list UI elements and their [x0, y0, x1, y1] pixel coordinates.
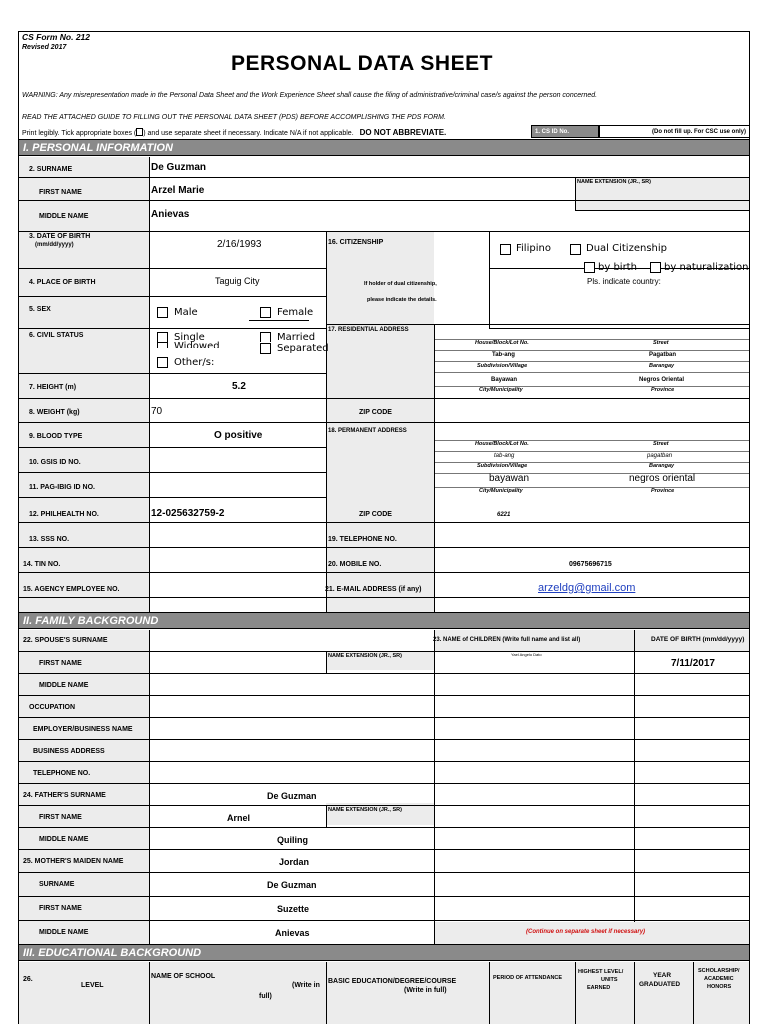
citizenship-label: 16. CITIZENSHIP: [328, 239, 384, 246]
education-number: 26.: [23, 976, 33, 983]
filipino-checkbox[interactable]: [500, 244, 511, 255]
widowed-label: Widowed: [174, 341, 220, 348]
education-level-label: LEVEL: [81, 982, 104, 989]
email-label: 21. E-MAIL ADDRESS (if any): [325, 586, 422, 593]
others-checkbox[interactable]: [157, 357, 168, 368]
height-value[interactable]: 5.2: [232, 381, 246, 392]
philhealth-value[interactable]: 12-025632759-2: [151, 508, 225, 519]
res-city-label: City/Municipality: [479, 387, 523, 393]
male-checkbox[interactable]: [157, 307, 168, 318]
warning-text: WARNING: Any misrepresentation made in the Personal Data Sheet and the Work Experience Sheet shall cause the filing of administrative/criminal case/s against the person concerned.: [22, 92, 598, 99]
blood-type-value[interactable]: O positive: [214, 430, 263, 441]
school-write-in-label: (Write in: [292, 982, 320, 989]
name-extension-label: NAME EXTENSION (JR., SR): [577, 179, 651, 185]
res-house-value[interactable]: Tab-ang: [492, 352, 515, 358]
course-write-in-full: (Write in full): [404, 987, 447, 994]
mobile-label: 20. MOBILE NO.: [328, 561, 382, 568]
dual-citizenship-checkbox[interactable]: [570, 244, 581, 255]
weight-value[interactable]: 70: [151, 406, 163, 417]
mother-middle-name-label: MIDDLE NAME: [39, 929, 89, 936]
dob-label: 3. DATE OF BIRTH: [29, 233, 91, 240]
occupation-label: OCCUPATION: [29, 704, 76, 711]
agency-employee-label: 15. AGENCY EMPLOYEE NO.: [23, 586, 120, 593]
surname-label: 2. SURNAME: [29, 166, 73, 173]
female-checkbox[interactable]: [260, 307, 271, 318]
perm-province-label: Province: [651, 488, 675, 494]
philhealth-label: 12. PHILHEALTH NO.: [29, 511, 99, 518]
widowed-checkbox[interactable]: [157, 342, 168, 348]
height-label: 7. HEIGHT (m): [29, 384, 77, 391]
child-dob-value[interactable]: 7/11/2017: [671, 658, 715, 669]
surname-value[interactable]: De Guzman: [151, 162, 207, 173]
father-surname-label: 24. FATHER'S SURNAME: [23, 792, 106, 799]
father-middle-name-label: MIDDLE NAME: [39, 836, 89, 843]
blood-type-label: 9. BLOOD TYPE: [29, 433, 83, 440]
children-label: 23. NAME of CHILDREN (Write full name and list all): [433, 637, 581, 643]
perm-street-label: Street: [653, 441, 669, 447]
res-city-value[interactable]: Bayawan: [491, 377, 518, 383]
mother-first-name-value[interactable]: Suzette: [277, 904, 310, 914]
perm-subd-label: Subdivision/Village: [477, 463, 528, 469]
weight-label: 8. WEIGHT (kg): [29, 409, 80, 416]
honors-label-1: SCHOLARSHIP/: [698, 968, 740, 974]
continue-note: (Continue on separate sheet if necessary): [526, 929, 646, 935]
spouse-surname-label: 22. SPOUSE'S SURNAME: [23, 637, 108, 644]
business-address-label: BUSINESS ADDRESS: [33, 748, 105, 755]
mother-middle-name-value[interactable]: Anievas: [275, 928, 310, 938]
middle-label-column: [326, 231, 434, 618]
year-graduated-label-1: YEAR: [653, 972, 672, 979]
highest-level-label-2: UNITS: [601, 977, 618, 983]
perm-province-value[interactable]: negros oriental: [629, 473, 696, 484]
personal-data-sheet: [18, 31, 750, 1024]
period-attendance-label: PERIOD OF ATTENDANCE: [493, 975, 563, 981]
father-first-name-value[interactable]: Arnel: [227, 813, 251, 823]
by-naturalization-checkbox[interactable]: [650, 262, 661, 273]
cs-id-field[interactable]: (Do not fill up. For CSC use only): [599, 125, 750, 138]
course-label: BASIC EDUCATION/DEGREE/COURSE: [328, 978, 457, 985]
page-title: PERSONAL DATA SHEET: [231, 52, 493, 75]
read-guide-text: READ THE ATTACHED GUIDE TO FILLING OUT THE PERSONAL DATA SHEET (PDS) BEFORE ACCOMPLISHING THE PDS FORM.: [22, 114, 446, 121]
mobile-value[interactable]: 09675696715: [569, 561, 612, 568]
spouse-name-ext-label: NAME EXTENSION (JR., SR): [328, 653, 402, 659]
res-province-label: Province: [651, 387, 675, 393]
res-subd-label: Subdivision/Village: [477, 363, 528, 369]
spouse-first-name-label: FIRST NAME: [39, 660, 82, 667]
pagibig-label: 11. PAG-IBIG ID NO.: [29, 484, 95, 491]
by-naturalization-label: by naturalization: [664, 262, 749, 273]
school-full-label: full): [259, 993, 272, 1000]
dual-citizenship-label: Dual Citizenship: [586, 243, 667, 254]
dual-note-2: please indicate the details.: [367, 297, 437, 303]
perm-house-value[interactable]: tab-ang: [494, 453, 515, 459]
female-label: Female: [277, 307, 314, 318]
school-name-label: NAME OF SCHOOL: [151, 973, 216, 980]
highest-level-label-3: EARNED: [587, 985, 611, 991]
employer-label: EMPLOYER/BUSINESS NAME: [33, 726, 133, 733]
spouse-telephone-label: TELEPHONE NO.: [33, 770, 91, 777]
father-first-name-label: FIRST NAME: [39, 814, 82, 821]
gsis-label: 10. GSIS ID NO.: [29, 459, 81, 466]
res-street-value[interactable]: Pagatban: [649, 352, 677, 358]
res-brgy-label: Barangay: [649, 363, 675, 369]
perm-zipcode-label: ZIP CODE: [359, 511, 392, 518]
others-label: Other/s:: [174, 357, 215, 368]
mother-maiden-value[interactable]: Jordan: [279, 857, 310, 867]
father-surname-value[interactable]: De Guzman: [267, 791, 317, 801]
revised-date: Revised 2017: [22, 44, 67, 51]
print-legibly-text: Print legibly. Tick appropriate boxes ( ) and use separate sheet if necessary. Indicate N/A if not applicable. DO NOT ABBREVIATE.: [22, 128, 447, 137]
by-birth-checkbox[interactable]: [584, 262, 595, 273]
perm-brgy-label: Barangay: [649, 463, 675, 469]
perm-city-value[interactable]: bayawan: [489, 473, 530, 484]
spouse-middle-name-label: MIDDLE NAME: [39, 682, 89, 689]
res-zipcode-label: ZIP CODE: [359, 409, 392, 416]
first-name-label: FIRST NAME: [39, 189, 82, 196]
pls-indicate-country: Pls. indicate country:: [587, 277, 661, 286]
civil-status-label: 6. CIVIL STATUS: [29, 332, 84, 339]
email-value[interactable]: arzeldg@gmail.com: [538, 582, 636, 594]
cs-id-label-box: 1. CS ID No.: [531, 125, 599, 138]
perm-city-label: City/Municipality: [479, 488, 523, 494]
married-label: Married: [277, 332, 316, 342]
middle-name-value[interactable]: Anievas: [151, 209, 190, 220]
middle-name-label: MIDDLE NAME: [39, 213, 89, 220]
filipino-label: Filipino: [516, 243, 551, 254]
first-name-value[interactable]: Arzel Marie: [151, 185, 205, 196]
mother-maiden-label: 25. MOTHER'S MAIDEN NAME: [23, 858, 124, 865]
education-header-row: [19, 962, 750, 1024]
perm-zipcode-value[interactable]: 6221: [497, 512, 511, 518]
separated-checkbox[interactable]: [260, 343, 271, 354]
telephone-label: 19. TELEPHONE NO.: [328, 536, 397, 543]
pob-label: 4. PLACE OF BIRTH: [29, 279, 96, 286]
highest-level-label-1: HIGHEST LEVEL/: [578, 969, 624, 975]
mother-first-name-label: FIRST NAME: [39, 905, 82, 912]
sex-label: 5. SEX: [29, 306, 51, 313]
dob-value[interactable]: 2/16/1993: [217, 239, 262, 250]
child-name-value[interactable]: Yael Angelo Dato: [511, 652, 542, 657]
perm-street-value[interactable]: pagatban: [647, 453, 673, 459]
separated-label: Separated: [277, 343, 329, 354]
father-middle-name-value[interactable]: Quiling: [277, 835, 308, 845]
father-name-ext-label: NAME EXTENSION (JR., SR): [328, 807, 402, 813]
perm-house-label: House/Block/Lot No.: [475, 441, 529, 447]
residential-address-label: 17. RESIDENTIAL ADDRESS: [328, 327, 409, 333]
res-street-label: Street: [653, 340, 669, 346]
by-birth-label: by birth: [598, 262, 637, 273]
honors-label-2: ACADEMIC: [704, 976, 734, 982]
dob-format: (mm/dd/yyyy): [35, 242, 74, 248]
tin-label: 14. TIN NO.: [23, 561, 61, 568]
permanent-address-label: 18. PERMANENT ADDRESS: [328, 428, 407, 434]
pob-value[interactable]: Taguig City: [215, 276, 260, 286]
res-province-value[interactable]: Negros Oriental: [639, 377, 685, 383]
section-family-background: II. FAMILY BACKGROUND: [19, 612, 749, 629]
sss-label: 13. SSS NO.: [29, 536, 70, 543]
mother-surname-label: SURNAME: [39, 881, 75, 888]
mother-surname-value[interactable]: De Guzman: [267, 880, 317, 890]
dual-note-1: If holder of dual citizenship,: [364, 281, 437, 287]
res-house-label: House/Block/Lot No.: [475, 340, 529, 346]
section-personal-information: I. PERSONAL INFORMATION: [19, 139, 749, 156]
section-educational-background: III. EDUCATIONAL BACKGROUND: [19, 944, 749, 961]
form-number: CS Form No. 212: [22, 32, 91, 42]
male-label: Male: [174, 307, 198, 318]
honors-label-3: HONORS: [707, 984, 732, 990]
single-label: Single: [174, 332, 205, 342]
year-graduated-label-2: GRADUATED: [639, 981, 681, 988]
child-dob-label: DATE OF BIRTH (mm/dd/yyyy): [651, 636, 745, 643]
